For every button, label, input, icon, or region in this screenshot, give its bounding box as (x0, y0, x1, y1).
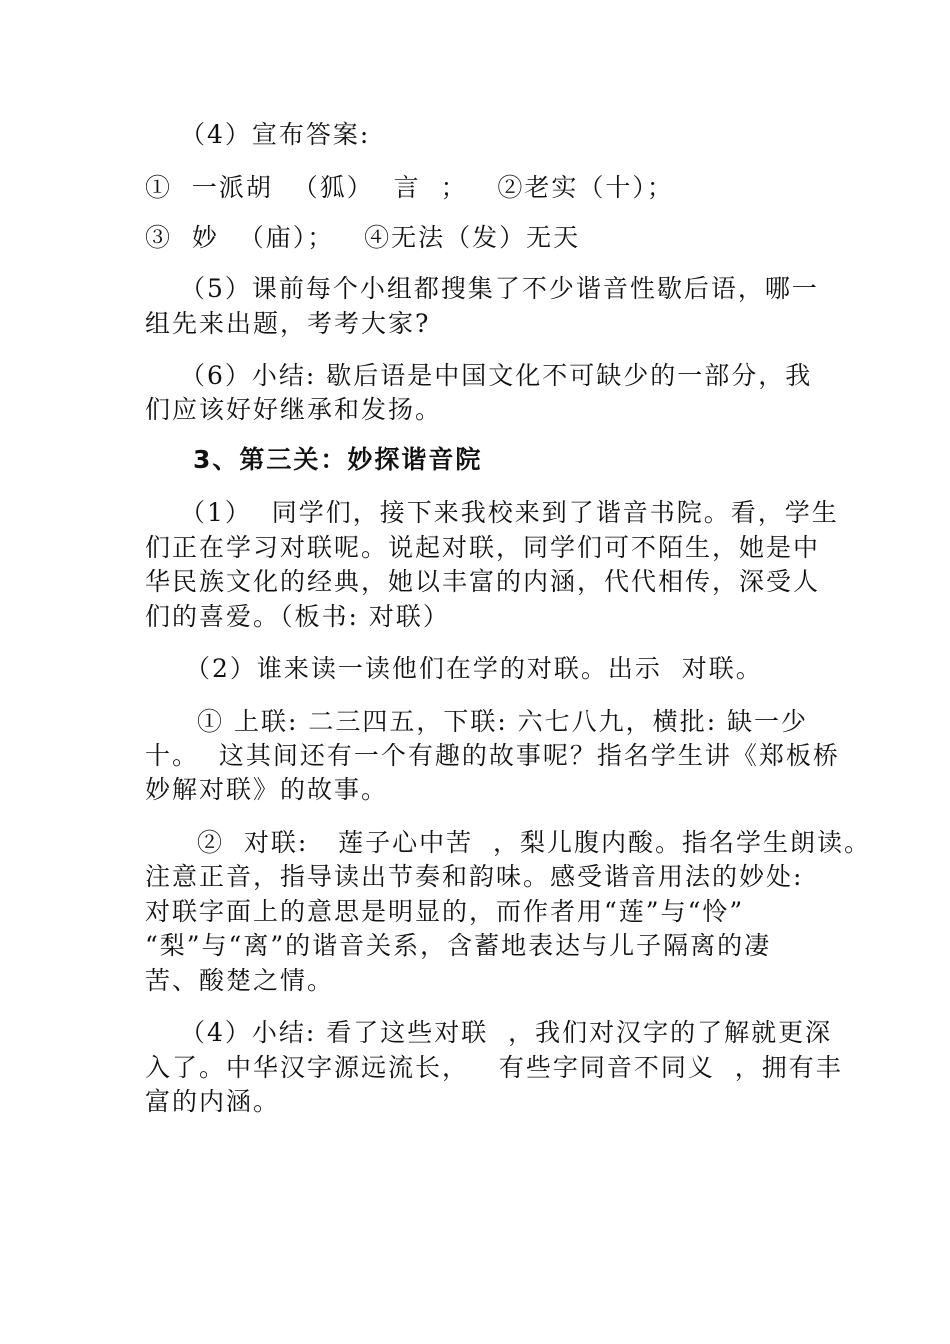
paragraph-line: 妙解对联》的故事。 (145, 775, 389, 804)
paragraph-line: 十。 这其间还有一个有趣的故事呢？指名学生讲《郑板桥 (145, 741, 840, 770)
paragraph-line: “梨”与“离”的谐音关系，含蓄地表达与儿子隔离的凄 (145, 931, 772, 960)
answers-row-1: ① 一派胡 （狐） 言 ； ②老实（十）； (145, 173, 674, 202)
paragraph-line: 入了。中华汉字源远流长， 有些字同音不同义 ，拥有丰 (145, 1053, 843, 1082)
paragraph-line: 注意正音，指导读出节奏和韵味。感受谐音用法的妙处: (145, 862, 804, 891)
answers-heading: （4）宣布答案: (180, 120, 371, 149)
paragraph-line: （2）谁来读一读他们在学的对联。出示 对联。 (185, 654, 763, 683)
paragraph-line: 们正在学习对联呢。说起对联，同学们可不陌生，她是中 (145, 533, 821, 562)
paragraph-line: 组先来出题，考考大家? (145, 309, 431, 338)
paragraph-line: （1） 同学们，接下来我校来到了谐音书院。看，学生 (180, 498, 839, 527)
paragraph-line: ② 对联: 莲子心中苦 ，梨儿腹内酸。指名学生朗读。 (197, 828, 872, 857)
paragraph-line: ① 上联: 二三四五，下联: 六七八九，横批: 缺一少 (197, 707, 809, 736)
paragraph-line: 华民族文化的经典，她以丰富的内涵，代代相传，深受人 (145, 567, 821, 596)
answers-row-2: ③ 妙 （庙）； ④无法（发）无天 (145, 223, 581, 252)
paragraph-line: （4）小结: 看了这些对联 ，我们对汉字的了解就更深 (180, 1018, 833, 1047)
paragraph-line: 富的内涵。 (145, 1087, 281, 1116)
paragraph-line: 们应该好好继承和发扬。 (145, 395, 443, 424)
paragraph-line: 对联字面上的意思是明显的，而作者用“莲”与“怜” (145, 897, 745, 926)
section-heading: 3、第三关：妙探谐音院 (193, 445, 483, 474)
paragraph-line: 苦、酸楚之情。 (145, 966, 335, 995)
paragraph-line: （6）小结: 歇后语是中国文化不可缺少的一部分，我 (180, 361, 813, 390)
paragraph-line: 们的喜爱。（板书: 对联） (145, 602, 450, 631)
paragraph-line: （5）课前每个小组都搜集了不少谐音性歇后语，哪一 (180, 274, 819, 303)
